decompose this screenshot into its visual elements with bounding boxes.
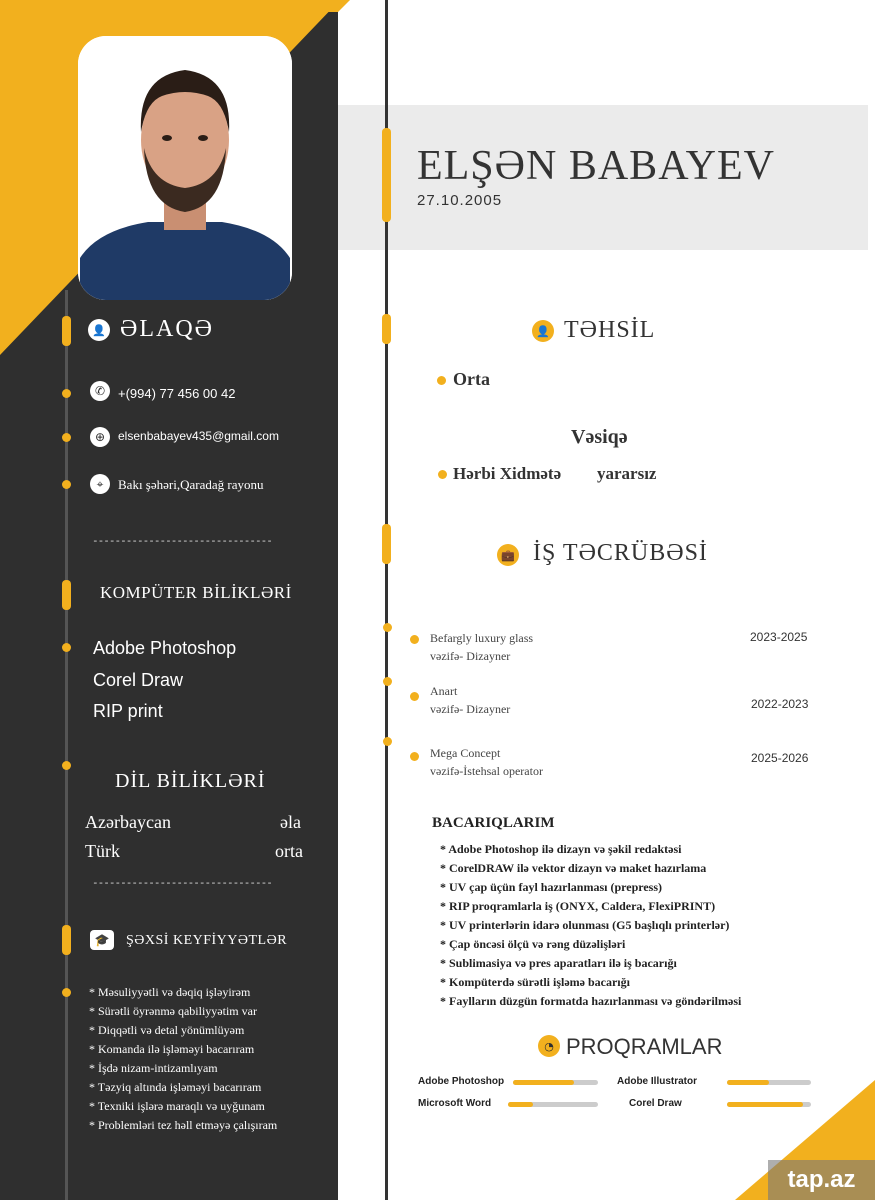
military-value: yararsız bbox=[597, 464, 657, 483]
program-bar-fill bbox=[508, 1102, 533, 1107]
program-name: Corel Draw bbox=[629, 1098, 682, 1109]
program-bar-track bbox=[508, 1102, 598, 1107]
skill-item: * Faylların düzgün formatda hazırlanması və göndərilməsi bbox=[440, 994, 742, 1008]
email-address[interactable]: elsenbabayev435@gmail.com bbox=[118, 429, 279, 443]
divider: -------------------------------- bbox=[92, 876, 272, 889]
timeline-dot bbox=[383, 623, 392, 632]
bullet-dot bbox=[410, 635, 419, 644]
bullet-dot bbox=[410, 692, 419, 701]
personal-quality-item: * Problemləri tez həll etməyə çalışıram bbox=[89, 1118, 278, 1132]
skill-item: * Adobe Photoshop ilə dizayn və şəkil redaktəsi bbox=[440, 842, 682, 856]
experience-role: vəzifə- Dizayner bbox=[430, 649, 511, 663]
skill-item: * Sublimasiya və pres aparatları ilə iş bacarığı bbox=[440, 956, 677, 970]
phone-icon: ✆ bbox=[90, 381, 110, 401]
program-bar-track bbox=[513, 1080, 598, 1085]
experience-role: vəzifə- Dizayner bbox=[430, 702, 511, 716]
experience-company: Befargly luxury glass bbox=[430, 631, 534, 645]
tap-az-watermark: tap.az bbox=[768, 1160, 875, 1200]
experience-title: İŞ TƏCRÜBƏSİ bbox=[533, 540, 708, 566]
personal-qualities-list bbox=[89, 983, 277, 1135]
skill-item: * UV printerlərin idarə olunması (G5 başlıqlı printerlər) bbox=[440, 918, 730, 932]
program-bar-fill bbox=[513, 1080, 574, 1085]
personal-quality-item: * Sürətli öyrənmə qabiliyyətim var bbox=[89, 1004, 257, 1018]
skills-title: BACARIQLARIM bbox=[432, 815, 555, 831]
education-title: TƏHSİL bbox=[564, 317, 656, 343]
user-icon: 👤 bbox=[88, 319, 110, 341]
personal-quality-item: * Diqqətli və detal yönümlüyəm bbox=[89, 1023, 245, 1037]
education-level: Orta bbox=[453, 369, 490, 389]
bullet-dot bbox=[410, 752, 419, 761]
skill-item: * Kompüterdə sürətli işləmə bacarığı bbox=[440, 975, 630, 989]
header-marker bbox=[382, 128, 391, 222]
user-icon: 👤 bbox=[532, 320, 554, 342]
sidebar-timeline-line bbox=[65, 290, 68, 1200]
computer-skill-item: RIP print bbox=[93, 701, 163, 721]
section-marker bbox=[62, 925, 71, 955]
phone-number[interactable]: +(994) 77 456 00 42 bbox=[118, 386, 236, 401]
section-marker bbox=[62, 316, 71, 346]
experience-years: 2025-2026 bbox=[751, 751, 809, 765]
timeline-dot bbox=[62, 988, 71, 997]
briefcase-icon: 💼 bbox=[497, 544, 519, 566]
language-name: Türk bbox=[85, 841, 120, 861]
pie-chart-icon: ◔ bbox=[538, 1035, 560, 1057]
experience-item bbox=[430, 744, 543, 780]
timeline-dot bbox=[62, 643, 71, 652]
computer-skill-item: Adobe Photoshop bbox=[93, 638, 237, 658]
yellow-top-strip bbox=[100, 0, 350, 40]
profile-photo bbox=[78, 36, 292, 300]
language-level: əla bbox=[280, 812, 301, 832]
language-name: Azərbaycan bbox=[85, 812, 171, 832]
personal-quality-item: * İşdə nizam-intizamlıyam bbox=[89, 1061, 218, 1075]
birthdate: 27.10.2005 bbox=[417, 192, 503, 209]
timeline-dot bbox=[383, 677, 392, 686]
graduation-cap-icon: 🎓 bbox=[90, 930, 114, 950]
skill-item: * CorelDRAW ilə vektor dizayn və maket hazırlama bbox=[440, 861, 707, 875]
document-title: Vəsiqə bbox=[571, 426, 628, 448]
experience-item bbox=[430, 682, 510, 718]
address: Bakı şəhəri,Qaradağ rayonu bbox=[118, 477, 264, 492]
bullet-dot bbox=[437, 376, 446, 385]
experience-company: Anart bbox=[430, 684, 458, 698]
program-name: Adobe Photoshop bbox=[418, 1076, 505, 1087]
timeline-dot bbox=[62, 480, 71, 489]
bullet-dot bbox=[438, 470, 447, 479]
contact-title: ƏLAQƏ bbox=[120, 316, 214, 342]
skill-item: * RIP proqramlarla iş (ONYX, Caldera, FlexiPRINT) bbox=[440, 899, 716, 913]
languages-title: DİL BİLİKLƏRİ bbox=[115, 770, 266, 792]
program-name: Microsoft Word bbox=[418, 1098, 492, 1109]
section-marker bbox=[382, 314, 391, 344]
programs-title: PROQRAMLAR bbox=[566, 1034, 723, 1059]
full-name: ELŞƏN BABAYEV bbox=[417, 143, 775, 189]
experience-years: 2022-2023 bbox=[751, 697, 809, 711]
experience-role: vəzifə-İstehsal operator bbox=[430, 764, 543, 778]
divider: -------------------------------- bbox=[92, 534, 272, 547]
location-pin-icon: ⌖ bbox=[90, 474, 110, 494]
experience-years: 2023-2025 bbox=[750, 630, 808, 644]
timeline-dot bbox=[62, 761, 71, 770]
personal-qualities-title: ŞƏXSİ KEYFİYYƏTLƏR bbox=[126, 933, 288, 948]
timeline-dot bbox=[62, 433, 71, 442]
globe-icon: ⊕ bbox=[90, 427, 110, 447]
experience-company: Mega Concept bbox=[430, 746, 501, 760]
computer-skills-title: KOMPÜTER BİLİKLƏRİ bbox=[100, 583, 292, 602]
personal-quality-item: * Komanda ilə işləməyi bacarıram bbox=[89, 1042, 255, 1056]
skill-item: * UV çap üçün fayl hazırlanması (prepress) bbox=[440, 880, 663, 894]
skills-list bbox=[440, 840, 741, 1011]
timeline-dot bbox=[62, 389, 71, 398]
military-label: Hərbi Xidmətə bbox=[453, 464, 562, 483]
computer-skill-item: Corel Draw bbox=[93, 670, 184, 690]
section-marker bbox=[62, 580, 71, 610]
personal-quality-item: * Təzyiq altında işləməyi bacarıram bbox=[89, 1080, 262, 1094]
language-level: orta bbox=[275, 841, 303, 861]
skill-item: * Çap öncəsi ölçü və rəng düzəlişləri bbox=[440, 937, 626, 951]
program-name: Adobe Illustrator bbox=[617, 1076, 698, 1087]
timeline-dot bbox=[383, 737, 392, 746]
personal-quality-item: * Məsuliyyətli və dəqiq işləyirəm bbox=[89, 985, 251, 999]
section-marker bbox=[382, 524, 391, 564]
experience-item bbox=[430, 629, 533, 665]
personal-quality-item: * Texniki işlərə maraqlı və uyğunam bbox=[89, 1099, 265, 1113]
